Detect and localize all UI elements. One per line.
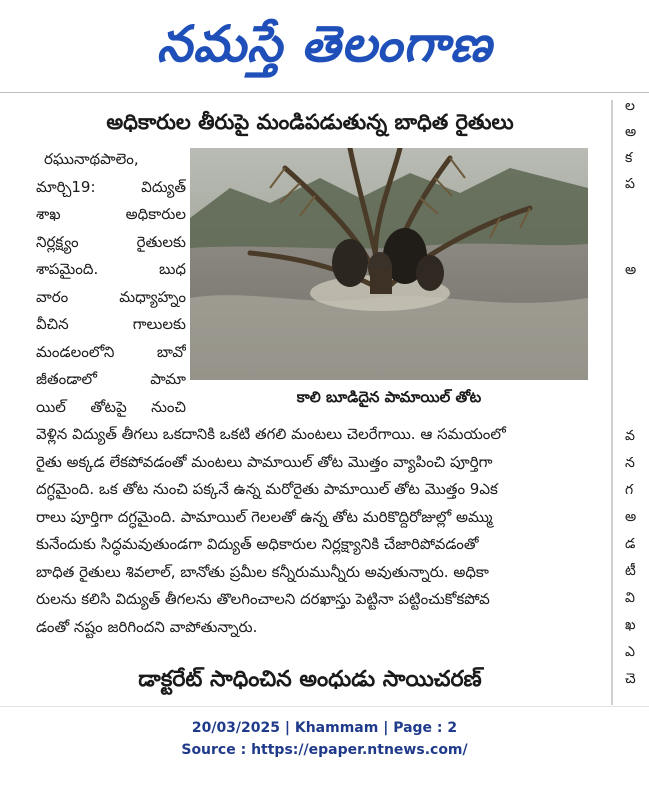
article-left-column [36, 146, 186, 421]
photo-caption: కాలి బూడిదైన పామాయిల్ తోట [296, 388, 482, 406]
column-divider [611, 100, 613, 705]
right-fragment: డ [625, 536, 636, 552]
palm-plantation-photo [190, 148, 588, 380]
article-body [36, 421, 596, 641]
article-line: దగ్ధమైంది. ఒక తోట నుంచి పక్కనే ఉన్న మరోరైతు పామాయిల్ తోట మొత్తం 9ఎక [36, 480, 498, 498]
right-fragment: క [625, 150, 633, 166]
right-fragment: ప [625, 176, 635, 192]
right-fragment: వ [625, 428, 635, 444]
footer-source: Source : https://epaper.ntnews.com/ [181, 742, 468, 758]
article-line: రులను కలిసి విద్యుత్ తీగలను తొలగించాలని దరఖాస్తు పెట్టినా పట్టించుకోకపోవ [36, 590, 490, 608]
right-fragment: అ [625, 262, 637, 278]
right-fragment: అ [625, 124, 637, 140]
article-line: రాలు పూర్తిగా దగ్ధమైంది. పామాయిల్ గెలలతో ఉన్న తోట మరికొద్దిరోజుల్లో అమ్ము [36, 507, 493, 526]
right-fragment: గ [625, 482, 634, 498]
article-line: బాధిత రైతులు శివలాల్, బానోతు ప్రమీల కన్నీరుమున్నీరు అవుతున్నారు. అధికా [36, 562, 489, 581]
article-line: జీతండాలో పామా [36, 370, 186, 388]
right-fragment: ఎ [625, 644, 635, 660]
article-line: రఘునాథపాలెం, [44, 150, 139, 168]
right-fragment: అ [625, 509, 637, 525]
article-line: వీచిన గాలులకు [36, 315, 186, 333]
right-fragment: న [625, 455, 635, 471]
article-line: కునేందుకు సిద్ధమవుతుండగా విద్యుత్ అధికారుల నిర్లక్ష్యానికి చేజారిపోవడంతో [36, 535, 479, 553]
article-line: డంతో నష్టం జరిగిందని వాపోతున్నారు. [36, 617, 258, 636]
article-line: యిల్ తోటపై నుంచి [36, 397, 186, 416]
masthead [0, 0, 649, 88]
masthead-divider [0, 92, 649, 93]
article-line: వెళ్లిన విద్యుత్ తీగలు ఒకదానికి ఒకటి తగలి మంటలు చెలరేగాయి. ఆ సమయంలో [36, 425, 506, 443]
article-line: మండలంలోని బావో [36, 342, 186, 361]
masthead-title: నమస్తే తెలంగాణ [156, 15, 493, 73]
right-fragment: టీ [625, 563, 636, 579]
right-fragment: వి [625, 590, 635, 606]
article-line: నిర్లక్ష్యం రైతులకు [36, 232, 186, 251]
article-line: రైతు అక్కడ లేకపోవడంతో మంటలు పామాయిల్ తోట మొత్తం వ్యాపించి పూర్తిగా [36, 452, 493, 471]
article-line: శాఖ అధికారుల [36, 205, 186, 223]
article-line: మార్చి19: విద్యుత్ [36, 177, 186, 196]
article-headline: అధికారుల తీరుపై మండిపడుతున్న బాధిత రైతులు [106, 110, 514, 134]
article-line: శాపమైంది. బుధ [36, 260, 186, 278]
right-fragment: చె [625, 671, 636, 687]
next-article-headline: డాక్టరేట్ సాధించిన అంధుడు సాయిచరణ్ [138, 667, 482, 692]
right-fragment: ల [625, 98, 635, 114]
right-fragment: ఖ [625, 617, 636, 633]
article-photo [190, 148, 588, 380]
article-line: వారం మధ్యాహ్నం [36, 287, 186, 306]
footer-date-edition: 20/03/2025 | Khammam | Page : 2 [191, 720, 458, 736]
